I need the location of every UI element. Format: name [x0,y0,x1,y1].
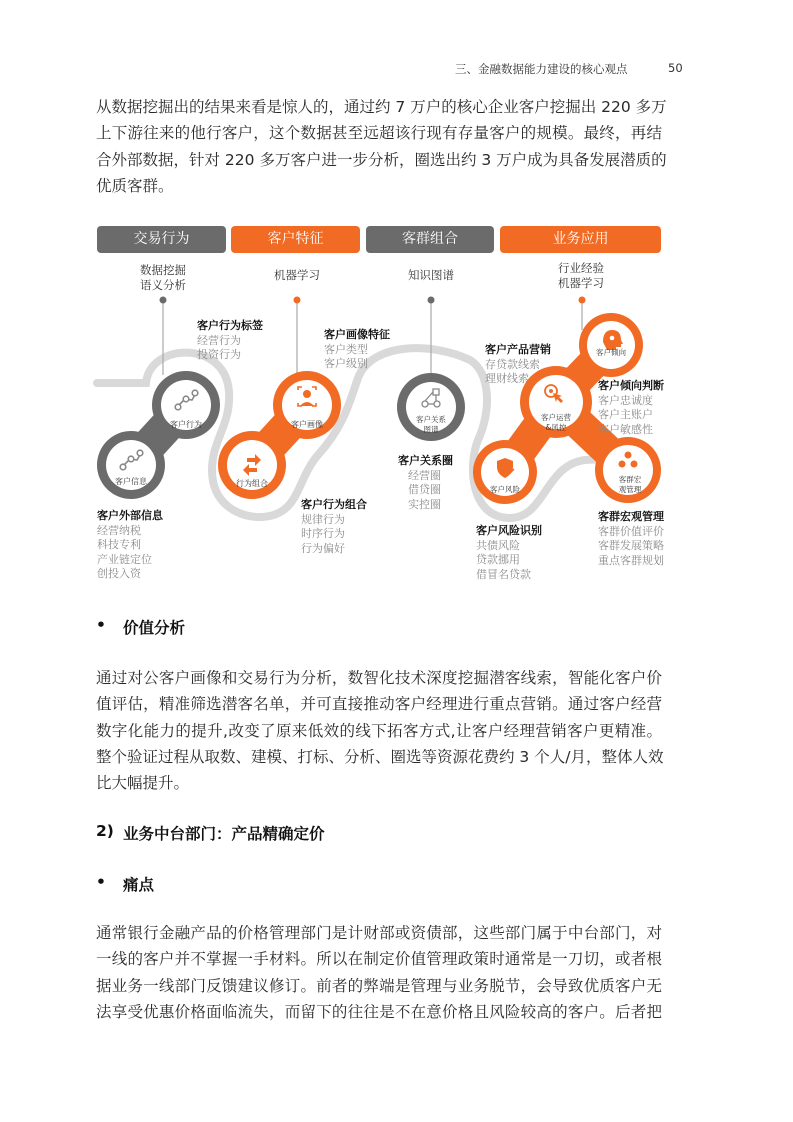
text-line: 一线的客户并不掌握一手材料。所以在制定价值管理政策时通常是一刀切，或者根 [96,950,662,969]
method-label: 行业经验 机器学习 [558,261,604,290]
node-label: 客户行为 [170,420,202,429]
pain-paragraph [96,920,662,1025]
bullet: • [96,873,106,891]
label-risk-identification: 客户风险识别 共债风险 贷款挪用 借冒名贷款 [476,524,542,581]
section-number: 2) [96,822,114,840]
node-label: 观管理 [618,485,642,494]
label-relation-circle: 客户关系圈 经营圈 借贷圈 实控圈 [398,454,453,511]
label-tendency-judgment: 客户倾向判断 客户忠诚度 客户主账户 客户敏感性 [598,379,664,436]
pointer-dot [294,297,301,304]
pointer-dot [160,297,167,304]
method-label: 知识图谱 [408,268,454,282]
text-line: 上下游往来的他行客户，这个数据甚至远超该行现有存量客户的规模。最终，再结 [96,124,662,143]
node-label: 客户信息 [115,477,147,486]
text-line: 据业务一线部门反馈建议修订。前者的弊端是管理与业务脱节，会导致优质客户无 [96,976,662,995]
text-line: 优质客群。 [96,176,174,195]
running-header: 三、金融数据能力建设的核心观点 [455,62,628,76]
node-label: 图谱 [423,425,439,434]
text-line: 通常银行金融产品的价格管理部门是计财部或资债部，这些部门属于中台部门，对 [96,924,662,942]
label-external-info: 客户外部信息 经营纳税 科技专利 产业链定位 创投入资 [97,509,163,580]
tab-customer-groups: 客群组合 [366,226,494,253]
label-macro-management: 客群宏观管理 客群价值评价 客群发展策略 重点客群规划 [598,510,664,567]
label-behavior-tag: 客户行为标签 经营行为 投资行为 [197,319,263,361]
pointer-dot [428,297,435,304]
bullet: • [96,616,106,634]
node-label: 行为组合 [236,479,268,488]
text-line: 数字化能力的提升,改变了原来低效的线下拓客方式,让客户经理营销客户更精准。 [96,721,662,740]
method-label: 机器学习 [274,268,320,282]
text-line: 合外部数据，针对 220 多万客户进一步分析，圈选出约 3 万户成为具备发展潜质的 [96,150,667,169]
node-label: 客户倾向 [596,348,626,357]
heading-pain-points: 痛点 [123,876,155,894]
heading-value-analysis: 价值分析 [123,619,186,637]
label-behavior-combo: 客户行为组合 规律行为 时序行为 行为偏好 [301,498,367,555]
node-label: 客群宏 [618,475,642,484]
tab-business-application: 业务应用 [500,226,661,253]
section-heading: 业务中台部门：产品精确定价 [123,825,325,843]
tab-transaction-behavior: 交易行为 [97,226,226,253]
text-line: 法享受优惠价格面临流失，而留下的往往是不在意价格且风险较高的客户。后者把 [96,1002,662,1021]
text-line: 值评估，精准筛选潜客名单，并可直接推动客户经理进行重点营销。通过客户经营 [96,695,662,714]
text-line: 从数据挖掘出的结果来看是惊人的，通过约 7 万户的核心企业客户挖掘出 220 多万 [96,98,667,116]
value-analysis-paragraph [96,665,662,796]
node-label: 客户关系 [416,415,446,424]
pointer-dot [579,297,586,304]
node-label: 客户风险 [490,485,520,494]
text-line: 比大幅提升。 [96,774,190,793]
page-number: 50 [668,61,683,75]
tab-customer-features: 客户特征 [231,226,360,253]
text-line: 通过对公客户画像和交易行为分析，数智化技术深度挖掘潜客线索，智能化客户价 [96,669,662,687]
method-label: 数据挖掘 语义分析 [140,263,186,292]
node-label: 客户画像 [291,420,323,429]
text-line: 整个验证过程从取数、建模、打标、分析、圈选等资源花费约 3 个人/月，整体人效 [96,747,664,766]
node-label: &风控 [545,423,567,432]
node-label: 客户运营 [541,413,571,422]
label-product-marketing: 客户产品营销 存贷款线索 理财线索 [485,343,551,385]
label-portrait-features: 客户画像特征 客户类型 客户级别 [324,328,390,370]
